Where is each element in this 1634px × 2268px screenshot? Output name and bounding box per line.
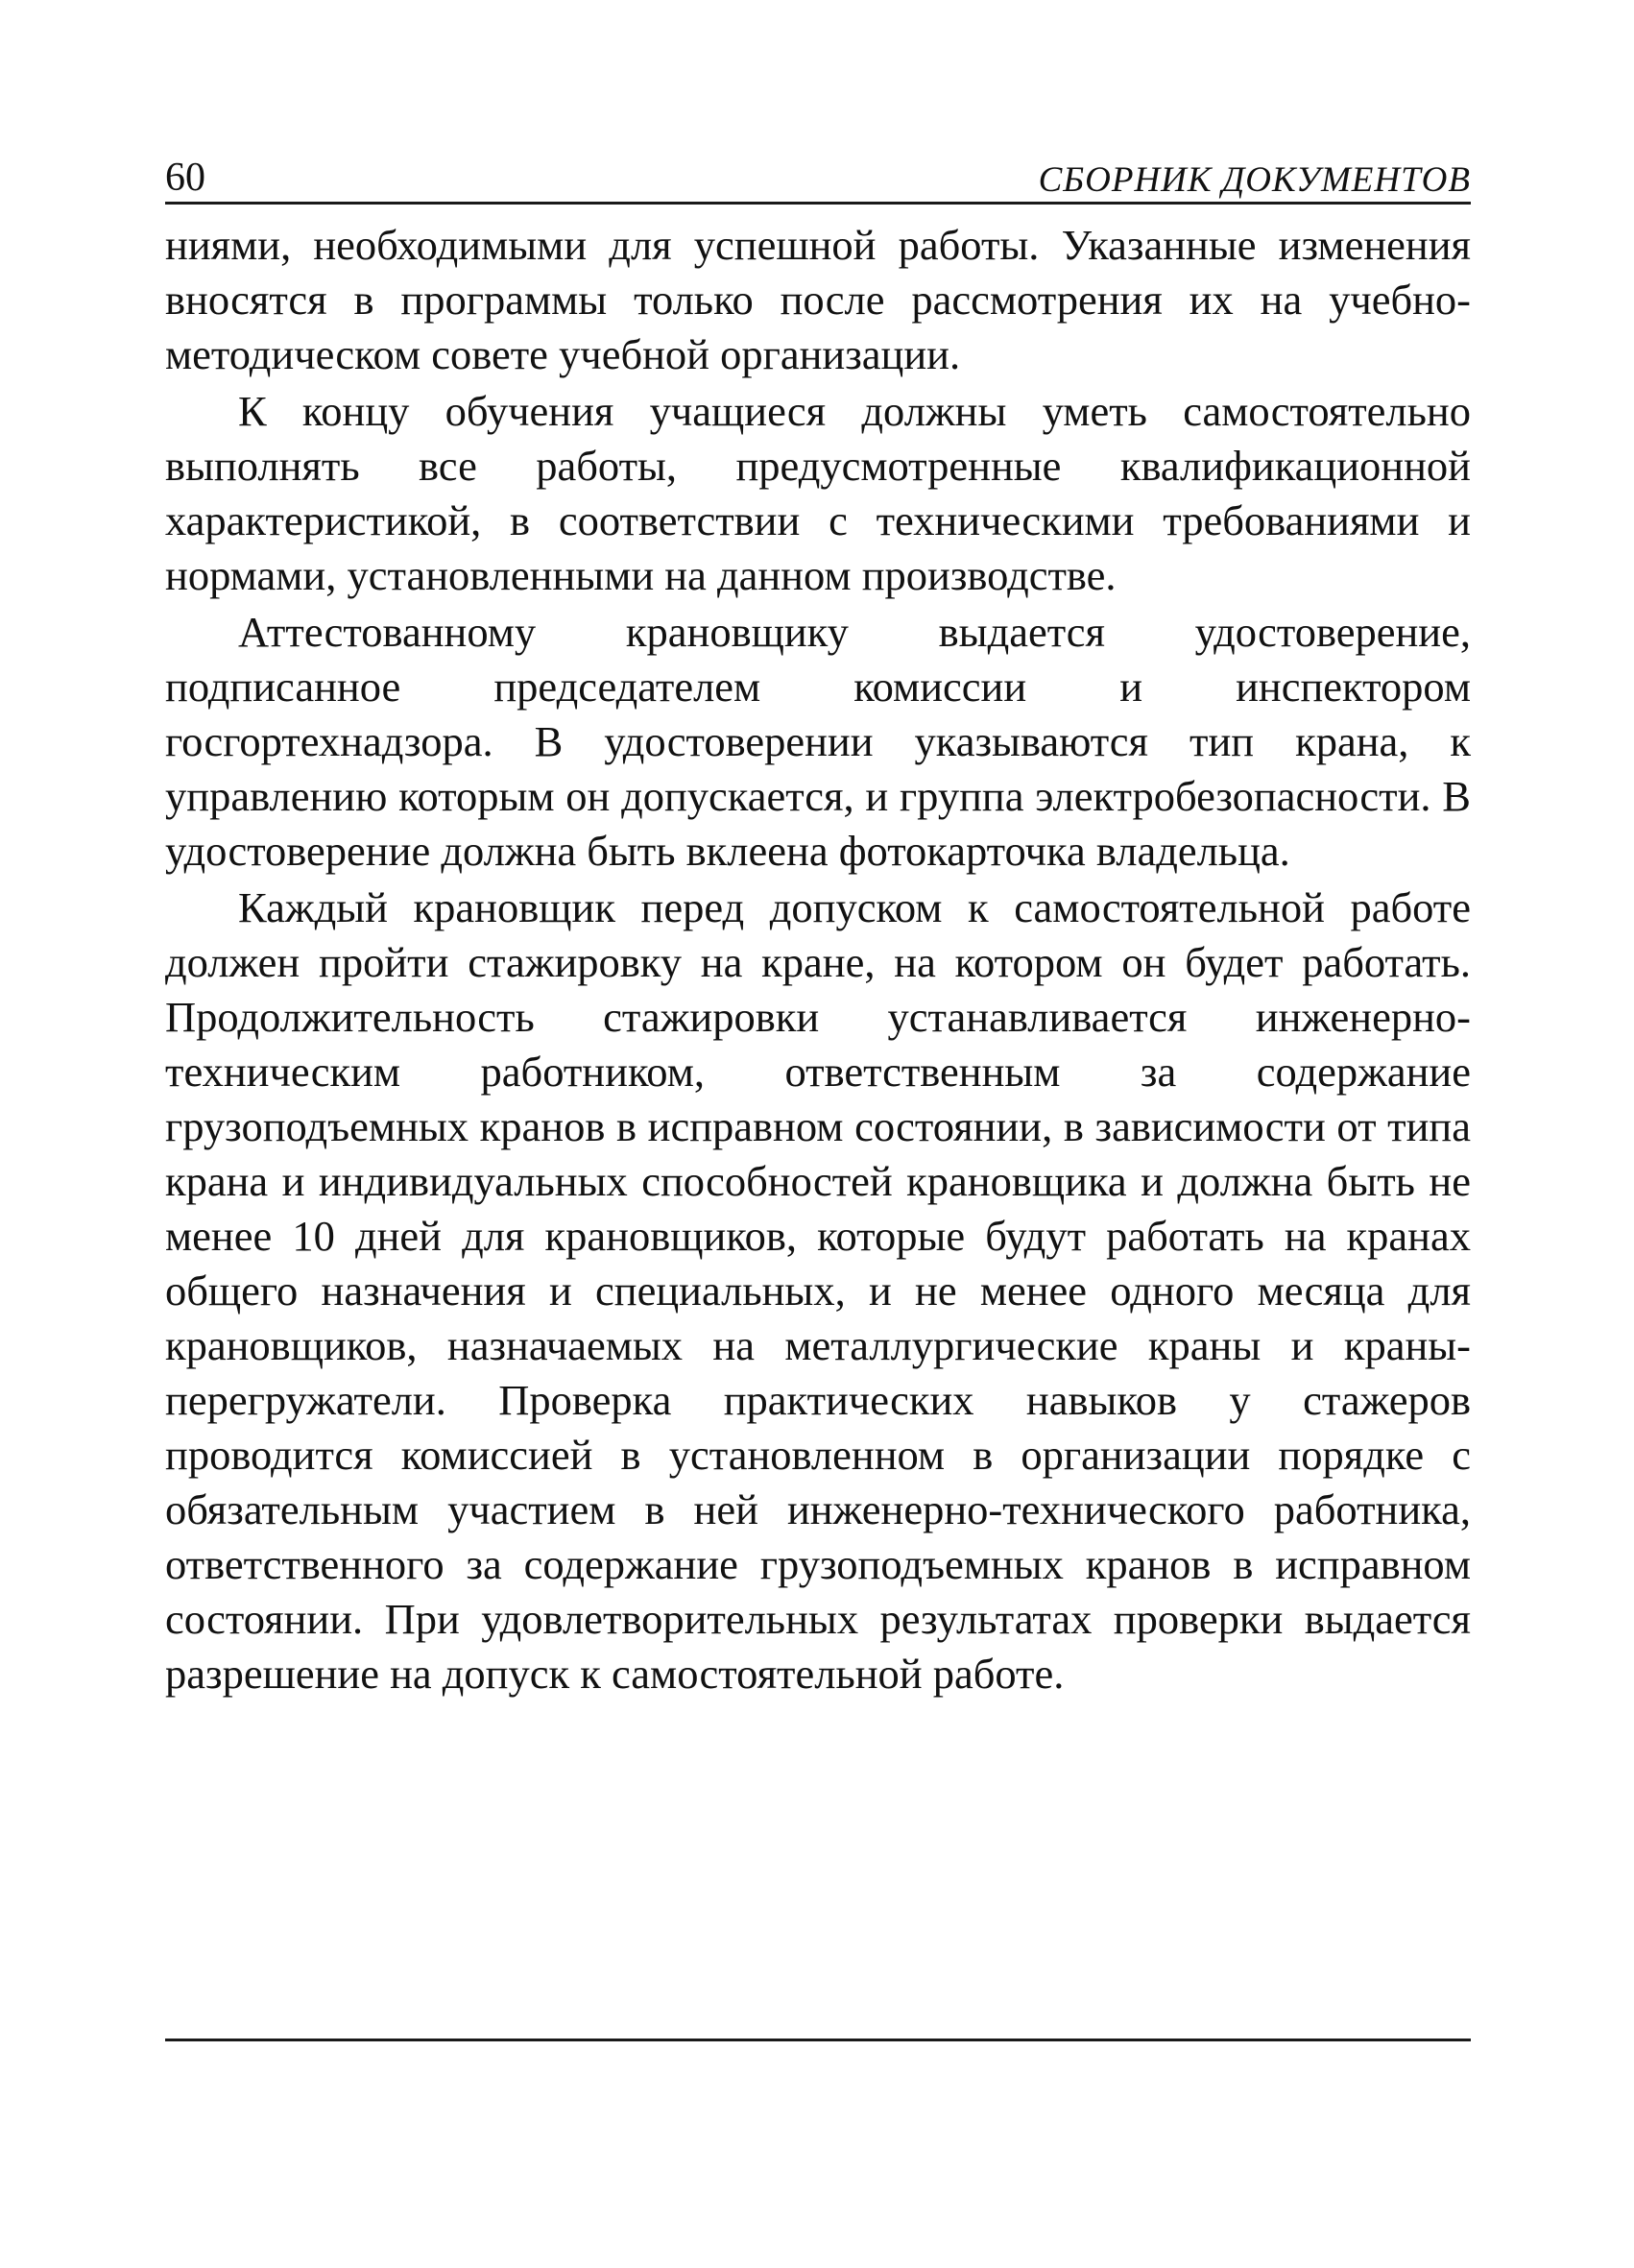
running-title: СБОРНИК ДОКУМЕНТОВ	[1038, 160, 1471, 200]
page-number: 60	[165, 156, 205, 200]
paragraph-3: Аттестованному крановщику выдается удостоверение, подписанное председателем комиссии и инспектором госгортехнадзора. В удостоверении указываются тип крана, к управлению которым он допускается, и группа электробезопасности. В удостоверение должна быть вклеена фотокарточка владельца.	[165, 608, 1471, 875]
paragraph-4: Каждый крановщик перед допуском к самостоятельной работе должен пройти стажировку на кране, на котором он будет работать. Продолжительность стажировки устанавливается инженерно-техническим работником, ответственным за содержание грузоподъемных кранов в исправном состоянии, в зависимости от типа крана и индивидуальных способностей крановщика и должна быть не менее 10 дней для крановщиков, которые будут работать на кранах общего назначения и специальных, и не менее одного месяца для крановщиков, назначаемых на металлургические краны и краны-перегружатели. Проверка практических навыков у стажеров проводится комиссией в установленном в организации порядке с обязательным участием в ней инженерно-технического работника, ответственного за содержание грузоподъемных кранов в исправном состоянии. При удовлетворительных результатах проверки выдается разрешение на допуск к самостоятельной работе.	[165, 883, 1471, 1698]
body-text	[165, 218, 1471, 1701]
bottom-rule	[165, 2039, 1471, 2041]
document-page	[165, 144, 1471, 1703]
paragraph-2: К концу обучения учащиеся должны уметь самостоятельно выполнять все работы, предусмотренные квалификационной характеристикой, в соответствии с техническими требованиями и нормами, установленными на данном производстве.	[165, 387, 1471, 599]
running-header	[165, 144, 1471, 205]
paragraph-1: ниями, необходимыми для успешной работы. Указанные изменения вносятся в программы только после рассмотрения их на учебно-методическом совете учебной организации.	[165, 221, 1471, 378]
